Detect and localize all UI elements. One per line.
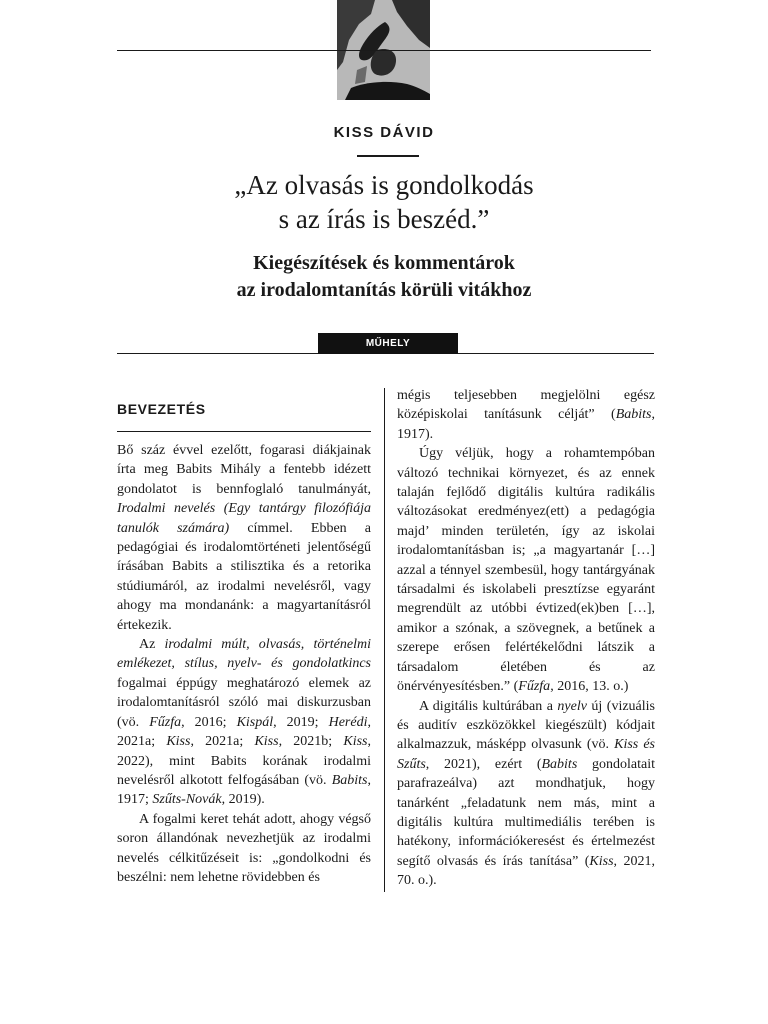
left-column bbox=[117, 441, 371, 887]
italic-text-run: Herédi bbox=[328, 714, 368, 730]
italic-text-run: Babits bbox=[615, 407, 652, 423]
italic-text-run: irodalmi múlt, olvasás, történelmi emlékezet, stílus, nyelv- és gondolatkincs bbox=[117, 637, 371, 672]
text-run: , 2016, 13. o.) bbox=[550, 679, 629, 695]
text-run: új (vizuális és auditív eszközökkel kiegészült) kódjait alkalmazzuk, másképp olvasunk (vö. bbox=[397, 698, 655, 753]
text-run: , 2021a; bbox=[190, 734, 255, 750]
text-run: , 2019; bbox=[273, 714, 329, 730]
text-run: mégis teljesebben megjelölni egész középiskolai tanításunk célját” ( bbox=[397, 388, 655, 423]
italic-text-run: Kispál bbox=[236, 714, 274, 730]
text-run: , 2016; bbox=[181, 714, 237, 730]
header-rule bbox=[117, 50, 651, 51]
text-run: címmel. Ebben a pedagógiai és irodalomtörténeti jelentőségű írásában Babits a stilisztika és a retorika stúdiumáról, az irodalmi nevelésről, vagy ahogy ma mondanánk: a magyartanításról értekezik. bbox=[117, 520, 371, 633]
italic-text-run: Babits bbox=[331, 772, 368, 788]
text-run: , 2019). bbox=[221, 792, 265, 808]
paragraph bbox=[397, 386, 655, 444]
section-tag: MŰHELY bbox=[318, 333, 458, 354]
italic-text-run: Irodalmi nevelés (Egy tantárgy filozófiája tanulók számára) bbox=[117, 501, 371, 536]
title-line: s az írás is beszéd.” bbox=[278, 204, 490, 234]
subtitle-line: Kiegészítések és kommentárok bbox=[253, 252, 515, 274]
italic-text-run: Kiss és Szűts bbox=[397, 737, 655, 772]
section-heading: BEVEZETÉS bbox=[117, 401, 206, 417]
text-run: , 2022), mint Babits korának irodalmi nevelésről alkotott felfogásában (vö. bbox=[117, 734, 371, 788]
text-run: Úgy véljük, hogy a rohamtempóban változó technikai környezet, és az ennek talaján fejlődő digitális kultúra radikális változásokat eredményez(ett) a pedagógia majd’ minden területén, így az iskolai irodalomtanításban is; „a magyartanár […] azzal a ténnyel szembesül, hogy tantárgyának társadalmi és iskolabeli presztízse egyaránt megrendült az utóbbi évtized(ek)ben […], amikor a szónak, a szövegnek, a betűnek a szerepe erősen felértékelődni látszik a társadalom életében és az önérvényesítésben.” ( bbox=[397, 446, 655, 695]
text-run: , 1917; bbox=[117, 772, 371, 808]
italic-text-run: nyelv bbox=[557, 698, 587, 714]
text-run: , 2021a; bbox=[117, 714, 371, 750]
column-divider bbox=[384, 388, 385, 892]
italic-text-run: Kiss bbox=[589, 853, 614, 869]
paragraph bbox=[117, 441, 371, 635]
italic-text-run: Kiss bbox=[166, 734, 191, 750]
text-run: , 2021, 70. o.). bbox=[397, 853, 655, 889]
italic-text-run: Fűzfa bbox=[149, 714, 182, 730]
text-run: Bő száz évvel ezelőtt, fogarasi diákjainak írta meg Babits Mihály a fentebb idézett gondolatot is bennfoglaló tanulmányát, bbox=[117, 443, 371, 497]
paragraph bbox=[397, 697, 655, 891]
italic-text-run: Kiss bbox=[343, 734, 368, 750]
subtitle-line: az irodalomtanítás körüli vitákhoz bbox=[236, 279, 532, 301]
right-column bbox=[397, 386, 655, 891]
text-run: fogalmai éppúgy meghatározó elemek az irodalomtanításról szóló mai diskurzusban (vö. bbox=[117, 675, 371, 730]
title-line: „Az olvasás is gondolkodás bbox=[234, 170, 534, 200]
paragraph bbox=[117, 635, 371, 810]
text-run: gondolatait parafrazeálva) azt mondhatjuk, hogy tanárként „feladatunk nem más, mint a digitális kultúra multimediális terében is hatékony, információkeresést és értelmezést segítő olvasás és írás tanítása” ( bbox=[397, 756, 655, 869]
text-run: , 2021b; bbox=[278, 734, 344, 750]
text-run: , 1917). bbox=[397, 407, 655, 442]
italic-text-run: Fűzfa bbox=[518, 679, 551, 695]
text-run: A fogalmi keret tehát adott, ahogy végső soron állandónak nevezhetjük az irodalmi nevelés célkitűzéseit is: „gondolkodni és beszélni: nem lehetne rövidebben és bbox=[117, 811, 371, 885]
italic-text-run: Szűts-Novák bbox=[152, 792, 222, 808]
text-run: Az bbox=[139, 637, 165, 653]
italic-text-run: Babits bbox=[541, 756, 578, 772]
author-underline bbox=[357, 155, 419, 157]
paragraph bbox=[117, 810, 371, 888]
italic-text-run: Kiss bbox=[254, 734, 279, 750]
article-title bbox=[0, 168, 768, 236]
section-heading-rule bbox=[117, 431, 371, 432]
author-name: KISS DÁVID bbox=[333, 124, 435, 141]
text-run: , 2021), ezért ( bbox=[425, 756, 542, 772]
article-subtitle bbox=[0, 250, 768, 304]
text-run: A digitális kultúrában a bbox=[419, 698, 558, 714]
paragraph bbox=[397, 444, 655, 696]
